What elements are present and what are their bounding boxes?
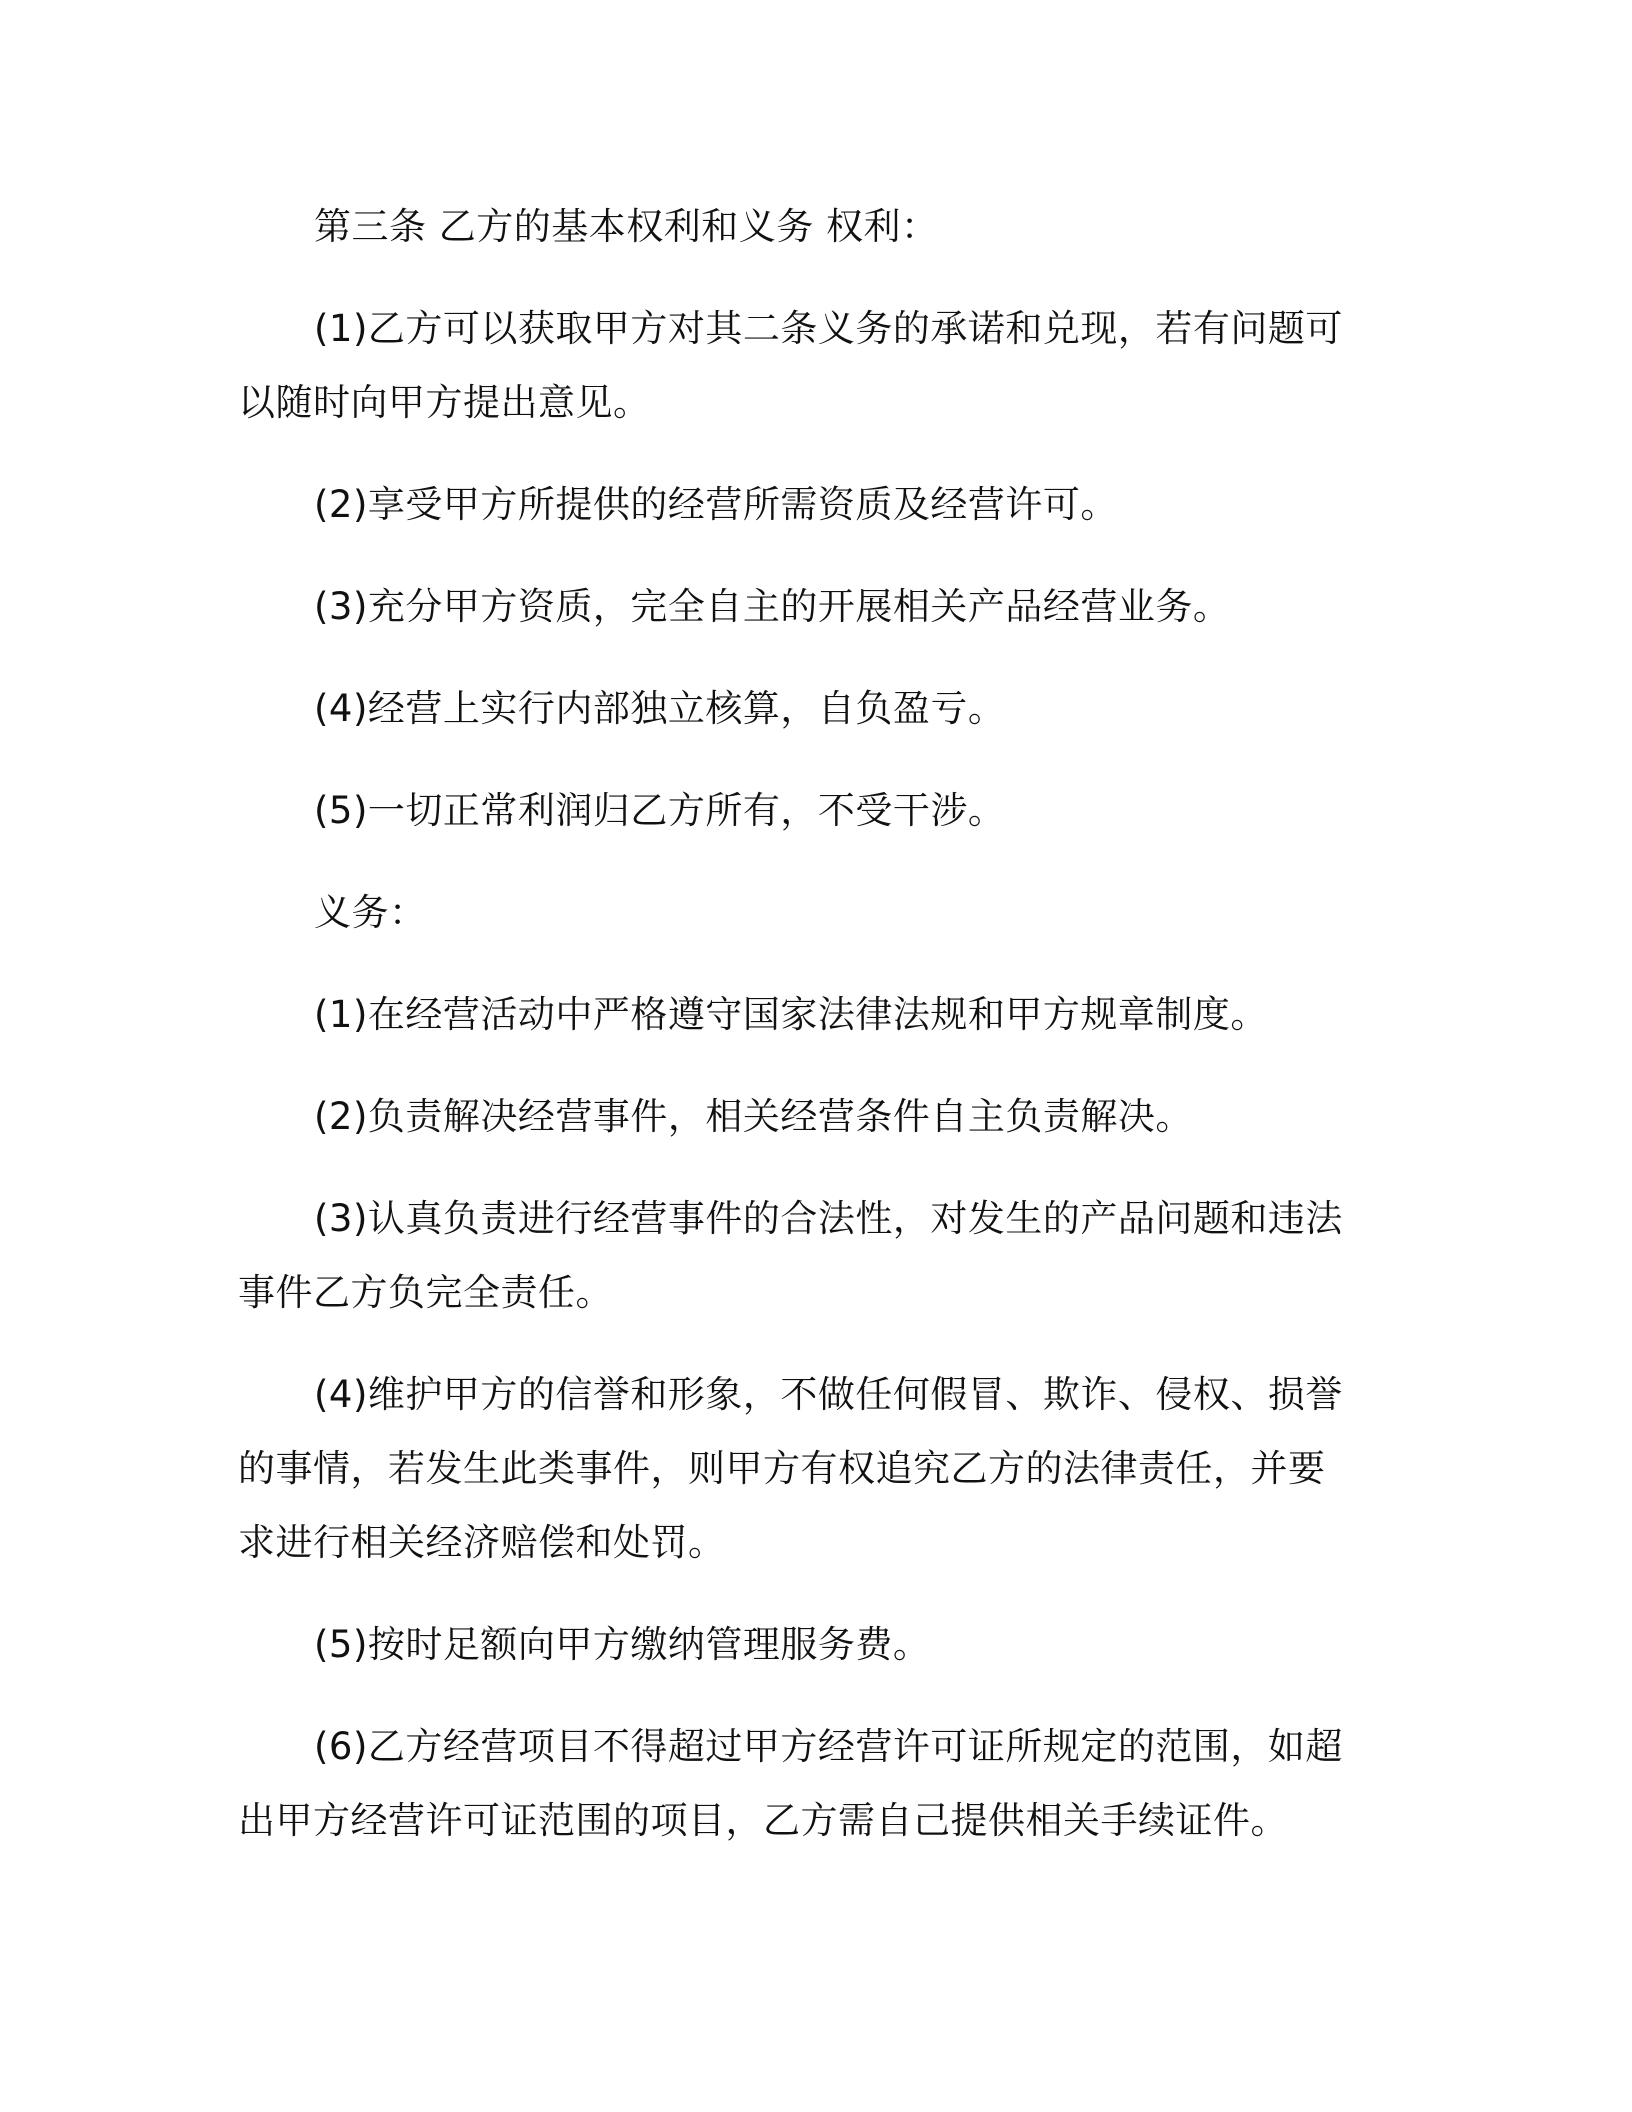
- obligations-item-2: (2)负责解决经营事件，相关经营条件自主负责解决。: [314, 1095, 1193, 1138]
- rights-item-1: (1)乙方可以获取甲方对其二条义务的承诺和兑现，若有问题可以随时向甲方提出意见。: [238, 307, 1343, 424]
- obligations-label: 义务：: [314, 891, 427, 934]
- document-body: [238, 190, 1358, 1886]
- obligations-item-5: (5)按时足额向甲方缴纳管理服务费。: [314, 1623, 931, 1666]
- article-heading: 第三条 乙方的基本权利和义务 权利：: [314, 205, 939, 248]
- rights-item-4: (4)经营上实行内部独立核算，自负盈亏。: [314, 687, 1006, 730]
- obligations-item-4: (4)维护甲方的信誉和形象，不做任何假冒、欺诈、侵权、损誉的事情，若发生此类事件，则甲方有权追究乙方的法律责任，并要求进行相关经济赔偿和处罚。: [238, 1373, 1343, 1564]
- obligations-item-3: (3)认真负责进行经营事件的合法性，对发生的产品问题和违法事件乙方负完全责任。: [238, 1197, 1343, 1314]
- obligations-item-1: (1)在经营活动中严格遵守国家法律法规和甲方规章制度。: [314, 993, 1268, 1036]
- obligations-item-6: (6)乙方经营项目不得超过甲方经营许可证所规定的范围，如超出甲方经营许可证范围的项目，乙方需自己提供相关手续证件。: [238, 1725, 1343, 1842]
- rights-item-5: (5)一切正常利润归乙方所有，不受干涉。: [314, 789, 1006, 832]
- rights-item-2: (2)享受甲方所提供的经营所需资质及经营许可。: [314, 483, 1118, 526]
- rights-item-3: (3)充分甲方资质，完全自主的开展相关产品经营业务。: [314, 585, 1231, 628]
